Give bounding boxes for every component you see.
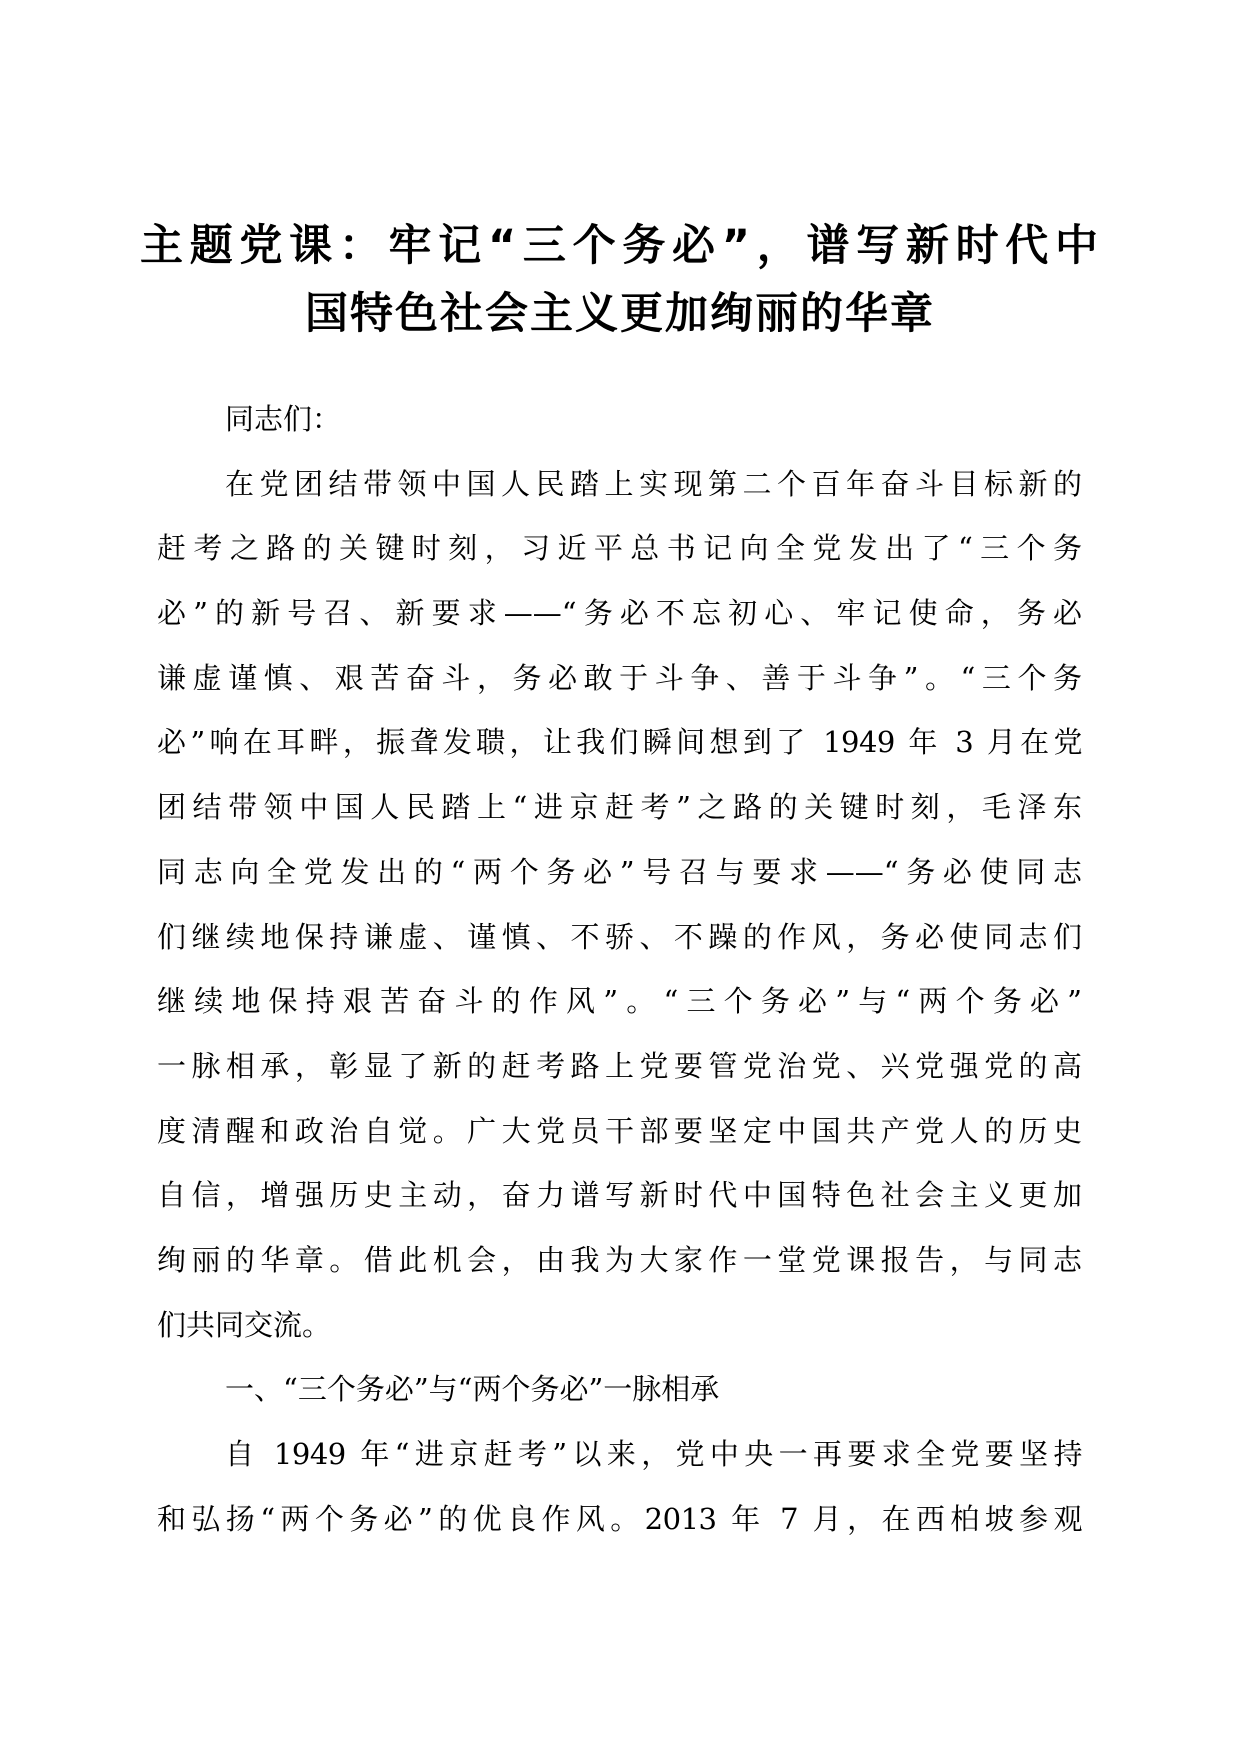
paragraph-line: 必”的新号召、新要求——“务必不忘初心、牢记使命，务必 [157,596,1082,631]
paragraph-line: 自信，增强历史主动，奋力谱写新时代中国特色社会主义更加 [157,1178,1082,1213]
paragraph-line: 同志向全党发出的“两个务必”号召与要求——“务必使同志 [157,854,1082,889]
title-line: 国特色社会主义更加绚丽的华章 [305,289,935,339]
paragraph-line: 们继续地保持谦虚、谨慎、不骄、不躁的作风，务必使同志们 [157,919,1082,954]
title-line: 主题党课：牢记“三个务必”，谱写新时代中 [140,221,1100,271]
document-body [157,387,1082,1551]
paragraph-line: 谦虚谨慎、艰苦奋斗，务必敢于斗争、善于斗争”。“三个务 [157,660,1082,695]
paragraph-line: 和弘扬“两个务必”的优良作风。2013 年 7 月，在西柏坡参观 [157,1501,1082,1536]
paragraph-line: 在党团结带领中国人民踏上实现第二个百年奋斗目标新的 [225,466,1082,501]
paragraph-2 [157,1422,1082,1551]
paragraph-line: 必”响在耳畔，振聋发聩，让我们瞬间想到了 1949 年 3 月在党 [157,725,1082,760]
document-title [140,212,1100,348]
section-heading: 一、“三个务必”与“两个务必”一脉相承 [225,1372,720,1407]
paragraph-line: 度清醒和政治自觉。广大党员干部要坚定中国共产党人的历史 [157,1113,1082,1148]
paragraph-line: 赶考之路的关键时刻，习近平总书记向全党发出了“三个务 [157,531,1082,566]
paragraph-line: 一脉相承，彰显了新的赶考路上党要管党治党、兴党强党的高 [157,1048,1082,1083]
paragraph-line: 自 1949 年“进京赶考”以来，党中央一再要求全党要坚持 [225,1437,1082,1471]
paragraph-line: 团结带领中国人民踏上“进京赶考”之路的关键时刻，毛泽东 [157,790,1082,825]
paragraph-line: 们共同交流。 [157,1307,332,1342]
paragraph-line: 继续地保持艰苦奋斗的作风”。“三个务必”与“两个务必” [157,984,1082,1019]
paragraph-line: 绚丽的华章。借此机会，由我为大家作一堂党课报告，与同志 [157,1242,1082,1277]
paragraph-1 [157,452,1082,1358]
salutation: 同志们： [225,402,342,436]
